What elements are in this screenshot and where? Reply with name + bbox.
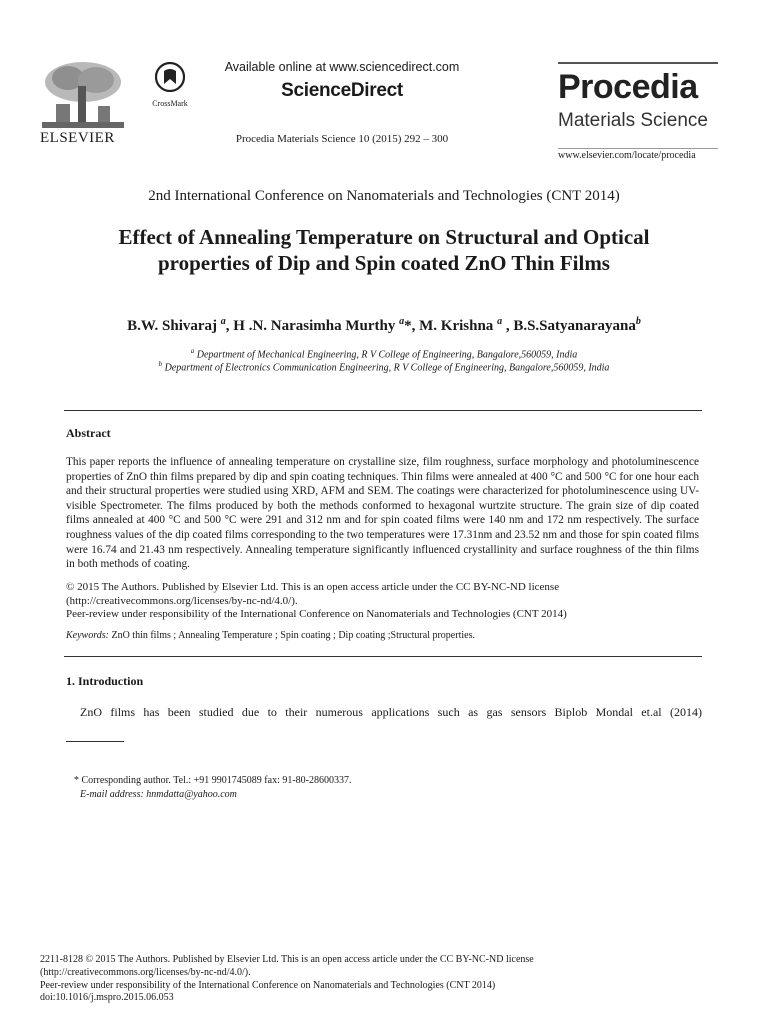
license-link[interactable]: (http://creativecommons.org/licenses/by-nc-nd/4.0/).: [66, 594, 298, 607]
divider: [64, 656, 702, 657]
crossmark-badge[interactable]: [148, 62, 192, 110]
author-separator: *,: [404, 318, 420, 334]
corresponding-author: * Corresponding author. Tel.: +91 9901745089 fax: 91-80-28600337.: [74, 775, 352, 786]
crossmark-label: CrossMark: [152, 99, 188, 108]
page-footer: [40, 954, 730, 1005]
sciencedirect-logo[interactable]: ScienceDirect: [281, 80, 403, 101]
affiliation-a: [0, 347, 768, 360]
footer-peer-review: Peer-review under responsibility of the International Conference on Nanomaterials and Technologies (CNT 2014): [40, 979, 496, 991]
title-line-2: properties of Dip and Spin coated ZnO Thin Films: [158, 251, 610, 275]
affiliation-mark: a: [190, 347, 195, 355]
title-line-1: Effect of Annealing Temperature on Structural and Optical: [118, 225, 650, 249]
author-name: B.S.Satyanarayana: [513, 318, 636, 334]
author-name: H .N. Narasimha Murthy: [233, 318, 400, 334]
crossmark-icon: [155, 62, 185, 92]
publisher-name: ELSEVIER: [40, 130, 115, 146]
affiliation-text: Department of Electronics Communication Engineering, R V College of Engineering, Bangalore,560059, India: [164, 362, 610, 374]
footnote-divider: [66, 741, 124, 742]
conference-name: 2nd International Conference on Nanomaterials and Technologies (CNT 2014): [148, 188, 620, 204]
section-heading: 1. Introduction: [66, 674, 144, 688]
affiliation-b: [0, 360, 768, 373]
paper-title: [60, 224, 708, 276]
author-name: B.W. Shivaraj: [127, 318, 221, 334]
author-affil-mark: a: [497, 316, 503, 327]
journal-name-main: Procedia: [558, 68, 698, 106]
author-separator: ,: [502, 318, 514, 334]
peer-review-line: Peer-review under responsibility of the International Conference on Nanomaterials and Technologies (CNT 2014): [66, 608, 567, 621]
footer-license-link[interactable]: (http://creativecommons.org/licenses/by-nc-nd/4.0/).: [40, 966, 251, 978]
license-line: © 2015 The Authors. Published by Elsevier Ltd. This is an open access article under the CC BY-NC-ND license: [66, 581, 560, 593]
author-affil-mark: a: [220, 316, 226, 327]
keywords-list: ZnO thin films ; Annealing Temperature ; Spin coating ; Dip coating ;Structural properties.: [108, 630, 475, 641]
author-affil-mark: b: [635, 316, 641, 327]
author-separator: ,: [225, 318, 234, 334]
available-online: Available online at www.sciencedirect.com: [224, 60, 460, 74]
journal-reference: Procedia Materials Science 10 (2015) 292 – 300: [235, 133, 449, 145]
abstract-heading: Abstract: [66, 426, 111, 440]
journal-name-sub: Materials Science: [558, 110, 708, 131]
author-name: M. Krishna: [419, 318, 498, 334]
author-email[interactable]: E-mail address: hnmdatta@yahoo.com: [80, 789, 237, 800]
keywords-label: Keywords:: [66, 630, 109, 641]
divider: [64, 410, 702, 411]
footer-copyright: 2211-8128 © 2015 The Authors. Published by Elsevier Ltd. This is an open access article under the CC BY-NC-ND license: [40, 954, 534, 965]
affiliation-text: Department of Mechanical Engineering, R V College of Engineering, Bangalore,560059, India: [196, 349, 578, 361]
keywords: [66, 630, 699, 641]
journal-url[interactable]: www.elsevier.com/locate/procedia: [558, 150, 696, 161]
affiliation-mark: b: [158, 360, 163, 368]
footer-doi[interactable]: doi:10.1016/j.mspro.2015.06.053: [40, 992, 174, 1004]
abstract-text: This paper reports the influence of annealing temperature on crystalline size, film roughness, surface morphology and photoluminescence properties of ZnO thin films prepared by dip and spin coating techniques. Thin films were annealed at 400 °C and 500 °C for one hour each and their structural properties were studied using XRD, AFM and SEM. The coatings were characterized for photoluminescence using UV-visible Spectrometer. The films produced by both the methods conformed to hexagonal wurtzite structure. The grain size of dip coated films annealed at 400 °C and 500 °C were 291 and 312 nm and for spin coated films were 140 nm and 172 nm respectively. The surface roughness values of the dip coated films corresponding to the two temperatures were 17.31nm and 23.52 nm and those for spin coated films were 16.74 and 21.43 nm respectively. Annealing temperature significantly influenced crystallinity and surface roughness of the thin films in both methods of coating.: [66, 456, 699, 571]
license-notice: [66, 581, 699, 622]
author-affil-mark: a: [399, 316, 405, 327]
author-list: [0, 316, 768, 335]
intro-paragraph: ZnO films has been studied due to their numerous applications such as gas sensors Biplob Mondal et.al (2014): [80, 705, 702, 719]
